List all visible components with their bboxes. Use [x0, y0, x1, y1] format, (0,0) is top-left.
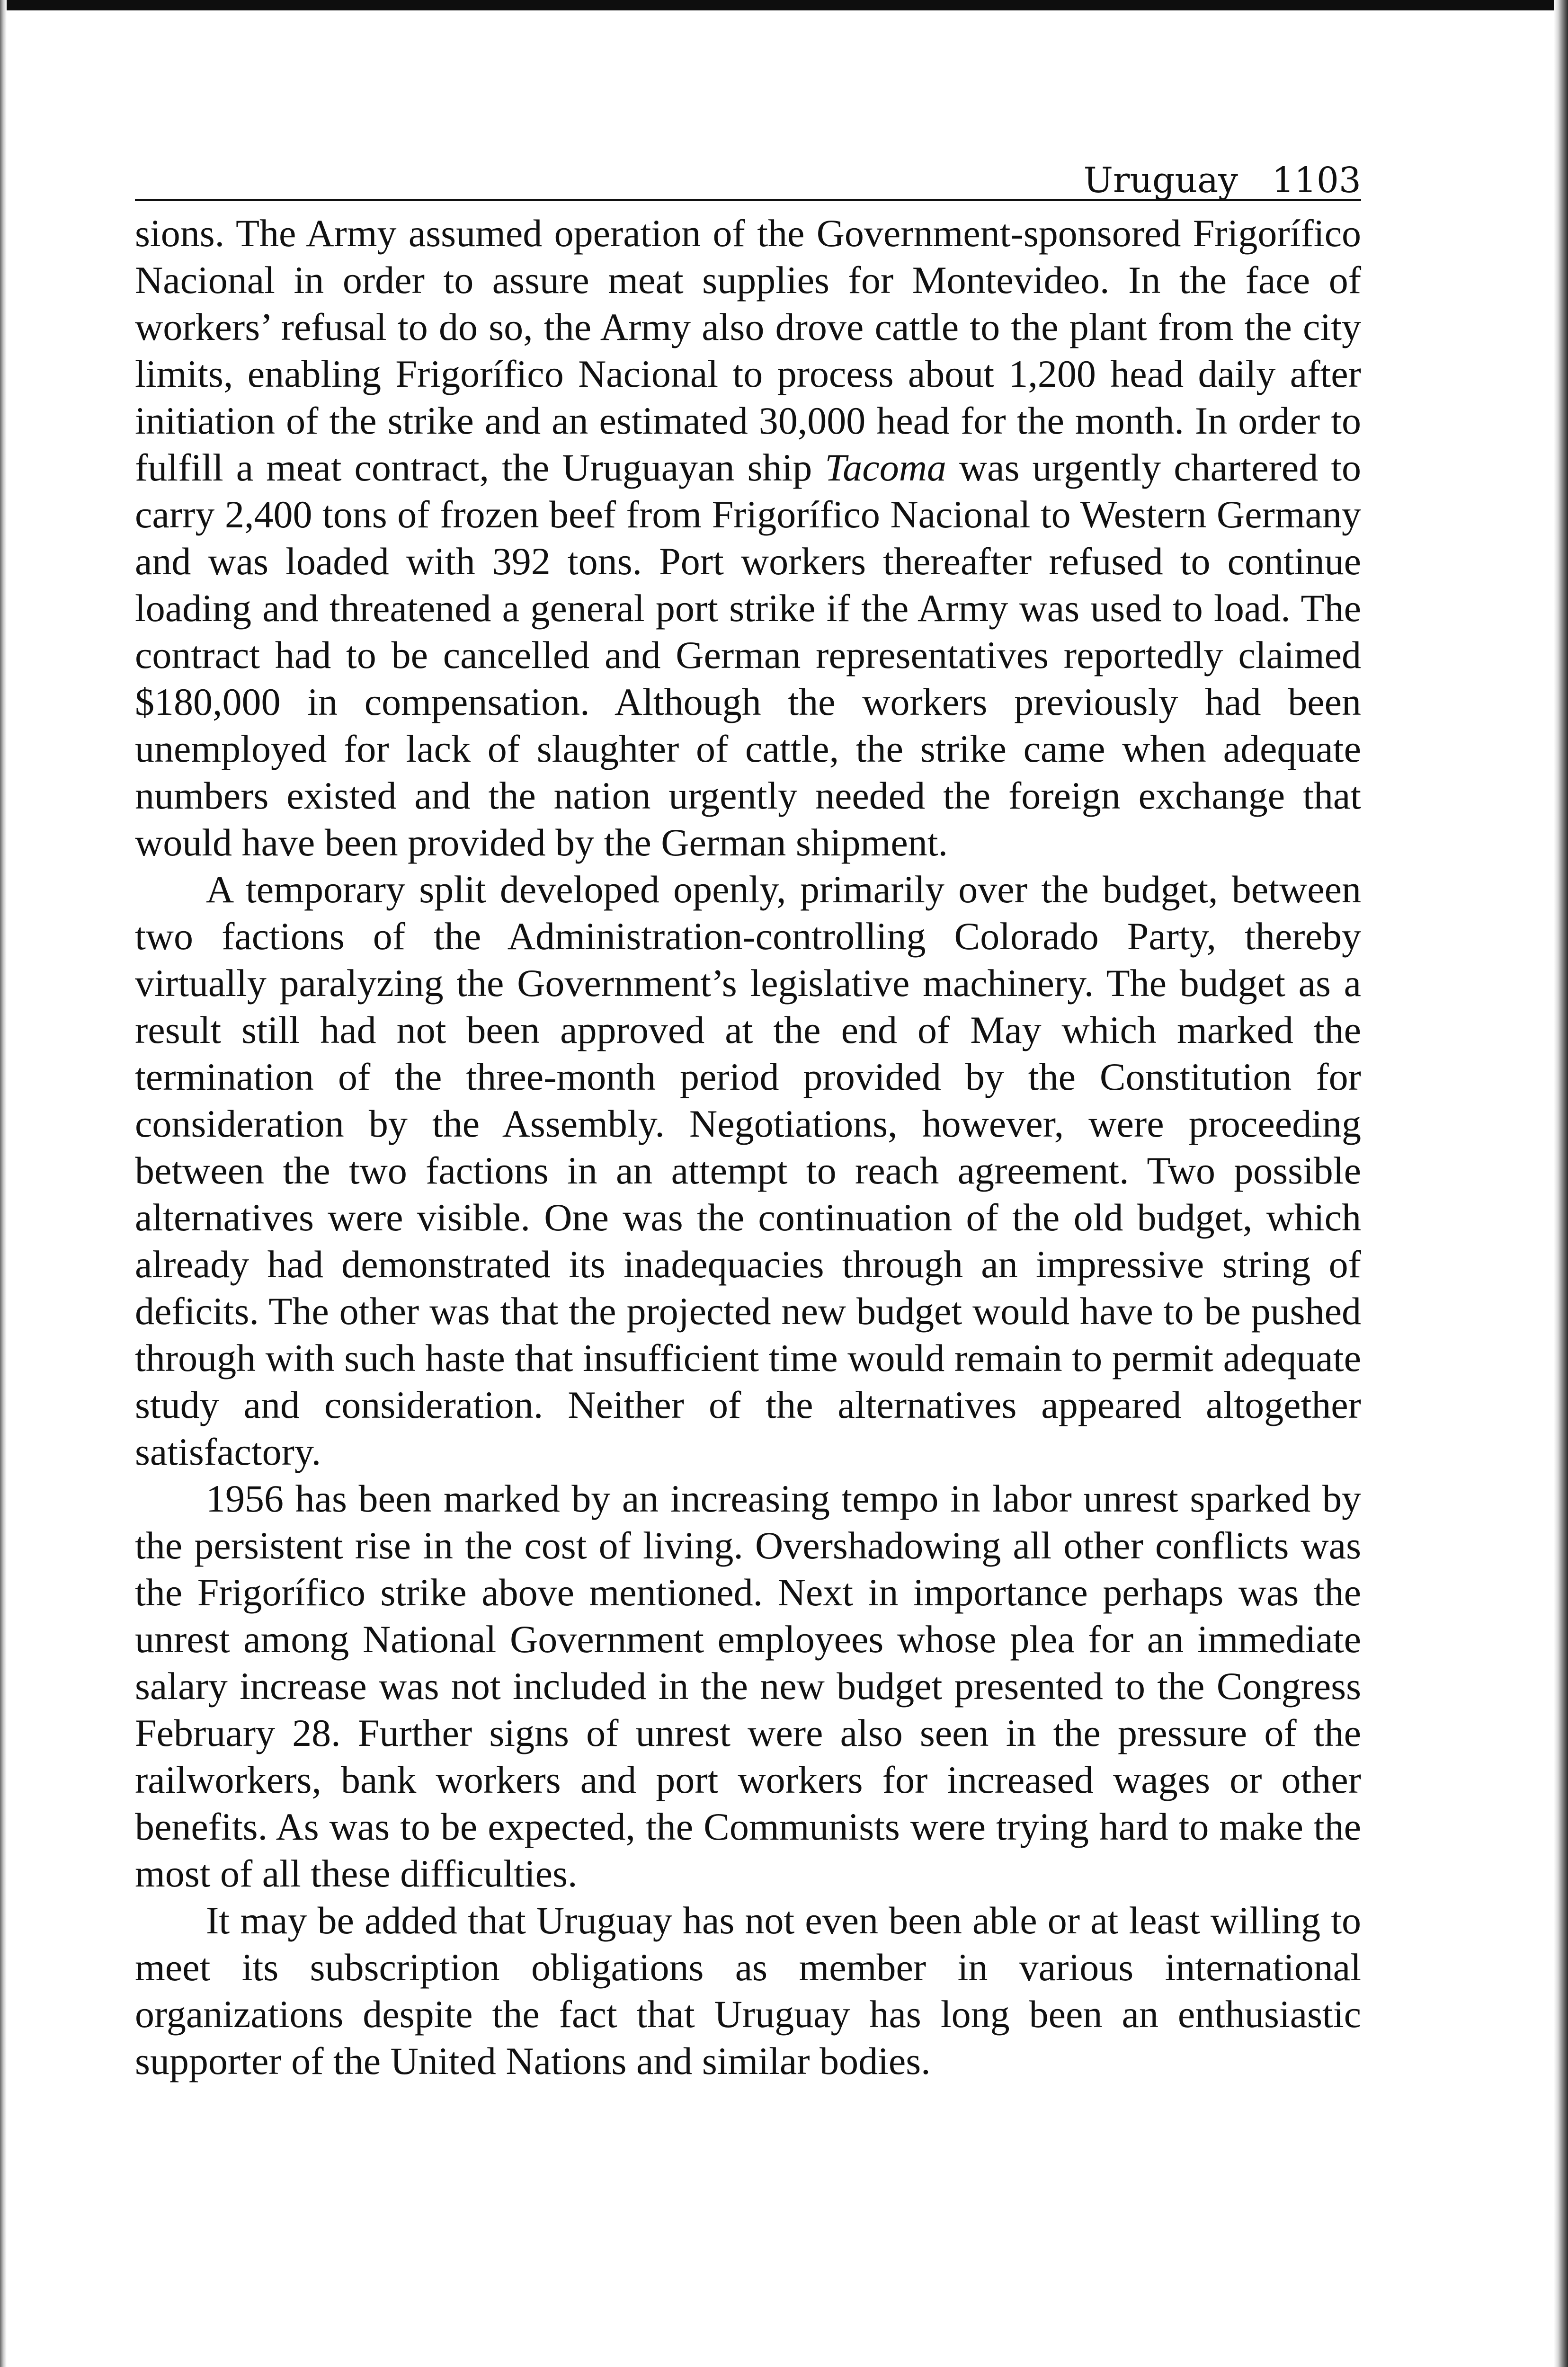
body-text: [135, 210, 1361, 2084]
paragraph-4: It may be added that Uruguay has not even been able or at least willing to meet its subscription obligations as member in various international organizations despite the fact that Uruguay has long been an enthusiastic supporter of the United Nations and similar bodies.: [135, 1899, 1361, 2082]
paragraph-3: 1956 has been marked by an increasing tempo in labor unrest sparked by the persistent rise in the cost of living. Overshadowing all other conflicts was the Frigorífico strike above mentioned. Next in importance perhaps was the unrest among National Government employees whose plea for an immediate salary increase was not included in the new budget presented to the Congress February 28. Further signs of unrest were also seen in the pressure of the railworkers, bank workers and port workers for increased wages or other benefits. As was to be expected, the Communists were trying hard to make the most of all these difficulties.: [135, 1477, 1361, 1895]
page-number: 1103: [1272, 160, 1361, 201]
scan-right-edge: [1554, 0, 1568, 2367]
paragraph-2: A temporary split developed openly, primarily over the budget, between two factions of the Administration-controlling Colorado Party, thereby virtually paralyzing the Government’s legislative machinery. The budget as a result still had not been approved at the end of May which marked the termination of the three-month period provided by the Constitution for consideration by the Assembly. Negotiations, however, were proceeding between the two factions in an attempt to reach agreement. Two possible alternatives were visible. One was the continuation of the old budget, which already had demonstrated its inadequacies through an impressive string of deficits. The other was that the projected new budget would have to be pushed through with such haste that insufficient time would remain to permit adequate study and consideration. Neither of the alternatives appeared altogether satisfactory.: [135, 868, 1361, 1473]
scan-left-edge: [0, 0, 7, 2367]
running-header-title: Uruguay: [1083, 160, 1238, 201]
ship-name: Tacoma: [825, 446, 946, 489]
paragraph-1-text-start: sions. The Army assumed operation of the Government-sponsored Frigorífico Nacional in order to assure meat supplies for Montevideo. In the face of workers’ refusal to do so, the Army also drove cattle to the plant from the city limits, enabling Frigorífico Nacional to process about 1,200 head daily after initiation of the strike and an estimated 30,000 head for the month. In order to fulfill a meat contract, the Uruguayan ship: [135, 212, 1361, 489]
scan-top-border: [0, 0, 1568, 10]
paragraph-1: [135, 210, 1361, 866]
paragraph-1-text-end: was urgently chartered to carry 2,400 tons of frozen beef from Frigorífico Nacional to Western Germany and was loaded with 392 tons. Port workers thereafter refused to continue loading and threatened a general port strike if the Army was used to load. The contract had to be cancelled and German representatives reportedly claimed $180,000 in compensation. Although the workers previously had been unemployed for lack of slaughter of cattle, the strike came when adequate numbers existed and the nation urgently needed the foreign exchange that would have been provided by the German shipment.: [135, 446, 1361, 864]
running-header: [135, 151, 1361, 201]
document-page: [135, 151, 1361, 2084]
